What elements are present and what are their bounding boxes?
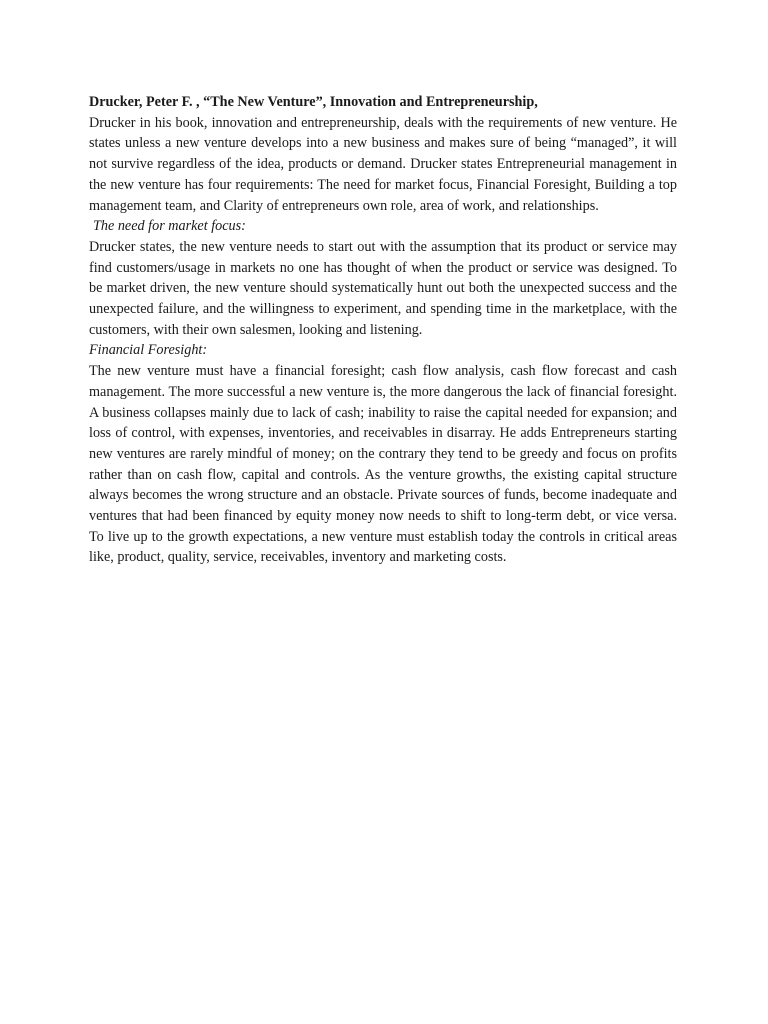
section-body-market-focus: Drucker states, the new venture needs to start out with the assumption that its product or service may find customers/usage in markets no one has thought of when the product or service was designed. To be market driven, the new venture should systematically hunt out both the unexpected success and the unexpected failure, and the willingness to experiment, and spending time in the marketplace, with the customers, with their own salesmen, looking and listening. xyxy=(89,238,677,338)
section-body-financial-foresight: The new venture must have a financial foresight; cash flow analysis, cash flow forecast and cash management. The more successful a new venture is, the more dangerous the lack of financial foresight. A business collapses mainly due to lack of cash; inability to raise the capital needed for expansion; and loss of control, with expenses, inventories, and receivables in disarray. He adds Entrepreneurs starting new ventures are rarely mindful of money; on the contrary they tend to be greedy and focus on profits rather than on cash flow, capital and controls. As the venture growths, the existing capital structure always becomes the wrong structure and an obstacle. Private sources of funds, become inadequate and ventures that had been financed by equity money now needs to shift to long-term debt, or vice versa. To live up to the growth expectations, a new venture must establish today the controls in critical areas like, product, quality, service, receivables, inventory and marketing costs. xyxy=(89,363,677,566)
document-page xyxy=(89,92,677,568)
document-title: Drucker, Peter F. , “The New Venture”, Innovation and Entrepreneurship, xyxy=(89,94,538,110)
section-heading-market-focus: The need for market focus: xyxy=(93,218,246,235)
intro-paragraph: Drucker in his book, innovation and entrepreneurship, deals with the requirements of new venture. He states unless a new venture develops into a new business and makes sure of being “managed”, it will not survive regardless of the idea, products or demand. Drucker states Entrepreneurial management in the new venture has four requirements: The need for market focus, Financial Foresight, Building a top management team, and Clarity of entrepreneurs own role, area of work, and relationships. xyxy=(89,114,677,214)
section-heading-financial-foresight: Financial Foresight: xyxy=(89,342,208,359)
